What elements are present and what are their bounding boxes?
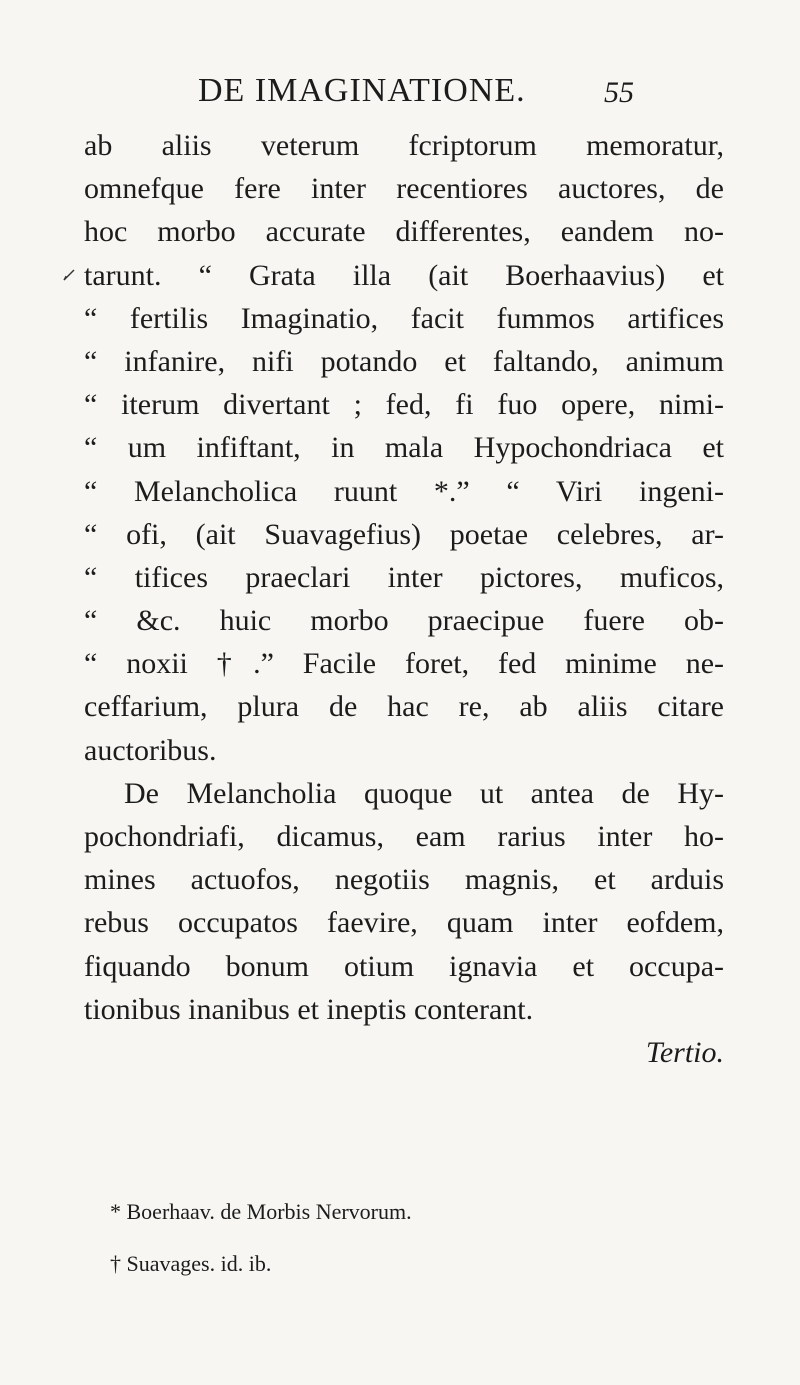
text-line: rebus occupatos faevire, quam inter eofdem,: [84, 906, 724, 940]
text-line: pochondriafi, dicamus, eam rarius inter ho-: [84, 820, 724, 853]
text-line: “ um infiftant, in mala Hypochondriaca et: [84, 431, 724, 465]
text-line: “ infanire, nifi potando et faltando, animum: [84, 344, 724, 378]
footnote: * Boerhaav. de Morbis Nervorum.: [110, 1199, 412, 1224]
page-number: 55: [604, 76, 634, 109]
paragraph-start-line: De Melancholia quoque ut antea de Hy-: [124, 776, 724, 810]
text-line: “ &c. huic morbo praecipue fuere ob-: [84, 604, 724, 638]
text-line: hoc morbo accurate differentes, eandem no-: [84, 215, 724, 249]
text-line: “ noxii †.” Facile foret, fed minime ne-: [84, 647, 724, 681]
text-line: mines actuofos, negotiis magnis, et arduis: [84, 863, 724, 897]
running-title: DE IMAGINATIONE.: [198, 72, 526, 109]
text-line: “ iterum divertant ; fed, fi fuo opere, nimi-: [84, 388, 724, 422]
text-line: “ ofi, (ait Suavagefius) poetae celebres, ar-: [84, 517, 724, 551]
text-line: tionibus inanibus et ineptis conterant.: [84, 992, 534, 1026]
text-line: auctoribus.: [84, 733, 217, 767]
text-line: “ Melancholica ruunt *.” “ Viri ingeni-: [84, 474, 724, 508]
body-text: [84, 124, 724, 1074]
catchword: Tertio.: [645, 1035, 724, 1069]
text-line: ceffarium, plura de hac re, ab aliis citare: [84, 690, 724, 724]
text-line: omnefque fere inter recentiores auctores, de: [84, 172, 724, 206]
running-head: [198, 72, 718, 116]
text-line: tarunt. “ Grata illa (ait Boerhaavius) et: [84, 258, 724, 292]
margin-check-mark-icon: [62, 268, 76, 282]
text-line: fiquando bonum otium ignavia et occupa-: [84, 949, 724, 983]
text-line: “ tifices praeclari inter pictores, muficos,: [84, 560, 724, 594]
footnotes: [110, 1186, 710, 1290]
text-line: ab aliis veterum fcriptorum memoratur,: [84, 129, 724, 162]
footnote: † Suavages. id. ib.: [110, 1251, 272, 1276]
text-line: “ fertilis Imaginatio, facit fummos artifices: [84, 301, 724, 335]
